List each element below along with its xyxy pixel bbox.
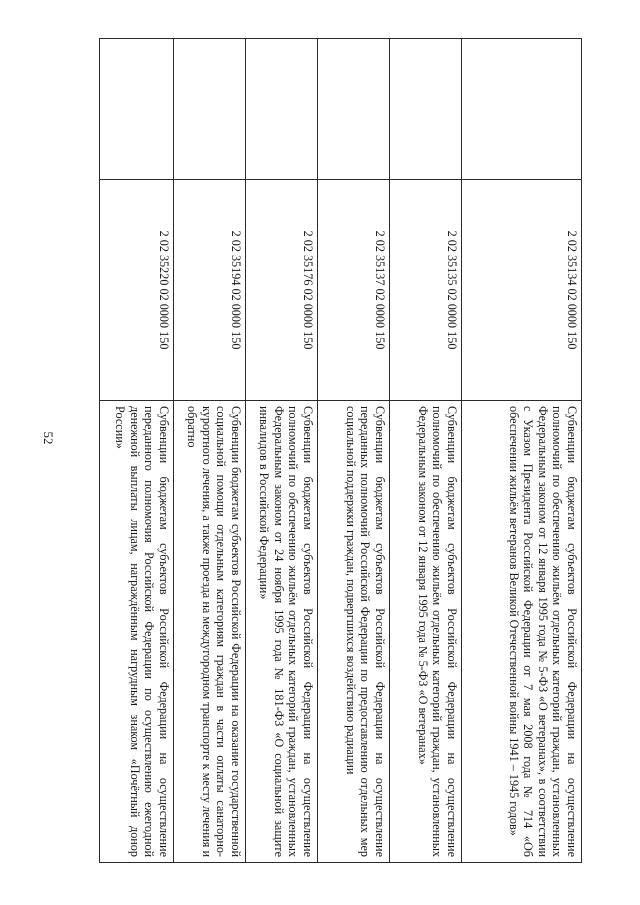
table-cell-description: Субвенции бюджетам субъектов Российской Федерации на оказание государственной социальной помощи отдельным категориям граждан в части оплаты санаторно-курортного лечения, а также проезда на междугородном транспорте к месту лечения и обратно bbox=[174, 401, 246, 863]
table-row bbox=[100, 39, 174, 863]
table-cell-code: 2 02 35194 02 0000 150 bbox=[174, 180, 246, 401]
table-cell-description: Субвенции бюджетам субъектов Российской Федерации на осуществление переданных полномочий Российской Федерации по предоставлению отдельных мер социальной поддержки граждан, подвергшихся воздействию радиации bbox=[318, 401, 390, 863]
table-cell-empty bbox=[174, 39, 246, 180]
table-cell-empty bbox=[462, 39, 582, 180]
table-cell-code: 2 02 35134 02 0000 150 bbox=[462, 180, 582, 401]
table-cell-empty bbox=[100, 39, 174, 180]
budget-codes-table bbox=[99, 38, 582, 863]
table-row bbox=[174, 39, 246, 863]
table-cell-empty bbox=[390, 39, 462, 180]
table-cell-description: Субвенции бюджетам субъектов Российской Федерации на осуществление переданного полномочия Российской Федерации по осуществлению ежегодной денежной выплаты лицам, награждённым нагрудным знаком «Почётный донор России» bbox=[100, 401, 174, 863]
table-row bbox=[246, 39, 318, 863]
table-cell-description: Субвенции бюджетам субъектов Российской Федерации на осуществление полномочий по обеспечению жильём отдельных категорий граждан, установленных Федеральным законом от 12 января 1995 года № 5-ФЗ «О ветеранах» bbox=[390, 401, 462, 863]
table-cell-empty bbox=[246, 39, 318, 180]
table-row bbox=[390, 39, 462, 863]
rotated-table-container bbox=[100, 38, 582, 863]
table-cell-description: Субвенции бюджетам субъектов Российской Федерации на осуществление полномочий по обеспечению жильём отдельных категорий граждан, установленных Федеральным законом от 12 января 1995 года № 5-ФЗ «О ветеранах», в соответствии с Указом Президента Российской Федерации от 7 мая 2008 года № 714 «Об обеспечении жильём ветеранов Великой Отечественной войны 1941 – 1945 годов» bbox=[462, 401, 582, 863]
table-row bbox=[462, 39, 582, 863]
table-cell-code: 2 02 35137 02 0000 150 bbox=[318, 180, 390, 401]
table-cell-empty bbox=[318, 39, 390, 180]
page-number: 52 bbox=[41, 431, 56, 445]
table-cell-description: Субвенции бюджетам субъектов Российской Федерации на осуществление полномочий по обеспечению жильём отдельных категорий граждан, установленных Федеральным законом от 24 ноября 1995 года № 181-ФЗ «О социальной защите инвалидов в Российской Федерации» bbox=[246, 401, 318, 863]
table-cell-code: 2 02 35135 02 0000 150 bbox=[390, 180, 462, 401]
table-cell-code: 2 02 35176 02 0000 150 bbox=[246, 180, 318, 401]
table-row bbox=[318, 39, 390, 863]
table-cell-code: 2 02 35220 02 0000 150 bbox=[100, 180, 174, 401]
